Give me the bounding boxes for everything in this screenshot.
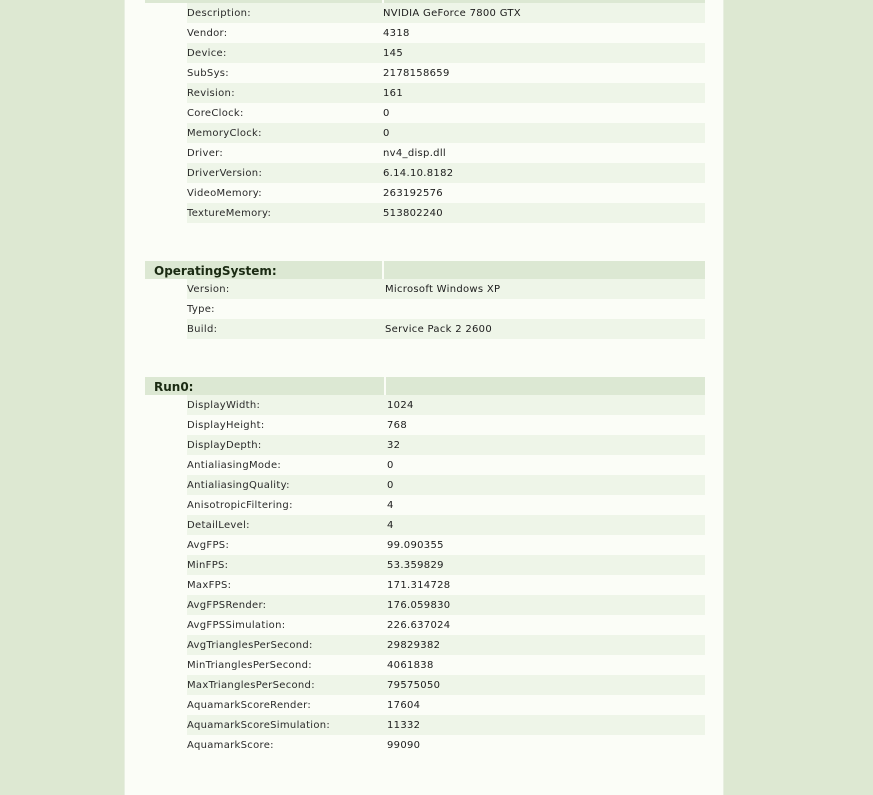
row-label: AvgFPSRender: (187, 599, 267, 611)
row-label: TextureMemory: (187, 207, 272, 219)
table-row (187, 43, 705, 63)
row-label: AvgTrianglesPerSecond: (187, 639, 313, 651)
row-value: 29829382 (387, 639, 441, 651)
row-label: VideoMemory: (187, 187, 262, 199)
row-value: 0 (387, 479, 394, 491)
row-label: Driver: (187, 147, 224, 159)
row-label: CoreClock: (187, 107, 244, 119)
row-label: SubSys: (187, 67, 229, 79)
row-value: 226.637024 (387, 619, 451, 631)
row-value: 176.059830 (387, 599, 451, 611)
row-value: 263192576 (383, 187, 443, 199)
row-label: DisplayDepth: (187, 439, 262, 451)
table-row (187, 515, 705, 535)
row-value: 1024 (387, 399, 414, 411)
row-label: Device: (187, 47, 227, 59)
row-label: DisplayHeight: (187, 419, 265, 431)
table-row (187, 495, 705, 515)
table-row (187, 163, 705, 183)
row-value: 79575050 (387, 679, 441, 691)
row-label: DetailLevel: (187, 519, 250, 531)
row-label: MemoryClock: (187, 127, 262, 139)
row-label: Vendor: (187, 27, 228, 39)
row-label: AvgFPSSimulation: (187, 619, 286, 631)
table-row (187, 299, 705, 319)
row-value: 4 (387, 519, 394, 531)
section-title (145, 0, 382, 3)
table-row (187, 595, 705, 615)
table-row (187, 555, 705, 575)
row-value: 768 (387, 419, 407, 431)
table-row (187, 535, 705, 555)
table-row (187, 143, 705, 163)
table-row (187, 675, 705, 695)
row-label: DisplayWidth: (187, 399, 261, 411)
table-row (187, 183, 705, 203)
row-label: MinFPS: (187, 559, 229, 571)
row-value: 171.314728 (387, 579, 451, 591)
row-value: 17604 (387, 699, 421, 711)
table-row (187, 455, 705, 475)
row-value: 0 (383, 107, 390, 119)
row-label: AntialiasingMode: (187, 459, 282, 471)
content-panel (124, 0, 724, 795)
table-row (187, 615, 705, 635)
row-label: AvgFPS: (187, 539, 230, 551)
row-value: 4 (387, 499, 394, 511)
row-label: Build: (187, 323, 218, 335)
row-label: Revision: (187, 87, 235, 99)
table-row (187, 735, 705, 755)
display-adapter-section (145, 0, 705, 223)
row-value: 4318 (383, 27, 410, 39)
table-row (187, 415, 705, 435)
table-row (187, 279, 705, 299)
row-value: 145 (383, 47, 403, 59)
row-label: DriverVersion: (187, 167, 263, 179)
row-value: Service Pack 2 2600 (385, 323, 493, 335)
table-row (187, 435, 705, 455)
table-row (187, 319, 705, 339)
table-row (187, 635, 705, 655)
row-value: 32 (387, 439, 401, 451)
table-row (187, 203, 705, 223)
row-label: AnisotropicFiltering: (187, 499, 293, 511)
row-label: Type: (187, 303, 215, 315)
row-label: AntialiasingQuality: (187, 479, 290, 491)
table-row (187, 715, 705, 735)
row-value: 513802240 (383, 207, 443, 219)
table-row (187, 695, 705, 715)
row-value: NVIDIA GeForce 7800 GTX (383, 7, 521, 19)
row-value: 161 (383, 87, 403, 99)
operating-system-section (145, 261, 705, 339)
table-row (187, 655, 705, 675)
table-row (187, 63, 705, 83)
table-row (187, 123, 705, 143)
row-value: 99090 (387, 739, 421, 751)
row-label: MaxFPS: (187, 579, 232, 591)
table-row (187, 83, 705, 103)
row-label: AquamarkScoreSimulation: (187, 719, 331, 731)
run0-section (145, 377, 705, 755)
section-header (145, 0, 705, 3)
row-value: 6.14.10.8182 (383, 167, 454, 179)
row-label: Description: (187, 7, 251, 19)
table-row (187, 103, 705, 123)
row-value: 4061838 (387, 659, 434, 671)
row-label: AquamarkScoreRender: (187, 699, 312, 711)
row-label: AquamarkScore: (187, 739, 274, 751)
row-label: MaxTrianglesPerSecond: (187, 679, 315, 691)
row-value: 11332 (387, 719, 421, 731)
row-value: 53.359829 (387, 559, 444, 571)
row-value: 0 (387, 459, 394, 471)
table-row (187, 475, 705, 495)
row-label: Version: (187, 283, 230, 295)
table-row (187, 575, 705, 595)
section-header (145, 377, 705, 395)
table-row (187, 395, 705, 415)
section-title: Run0: (145, 377, 384, 395)
row-value: 2178158659 (383, 67, 450, 79)
table-row (187, 3, 705, 23)
row-value: nv4_disp.dll (383, 147, 446, 159)
section-header (145, 261, 705, 279)
section-title: OperatingSystem: (145, 261, 382, 279)
table-row (187, 23, 705, 43)
row-label: MinTrianglesPerSecond: (187, 659, 312, 671)
row-value: 0 (383, 127, 390, 139)
row-value: 99.090355 (387, 539, 444, 551)
row-value: Microsoft Windows XP (385, 283, 501, 295)
